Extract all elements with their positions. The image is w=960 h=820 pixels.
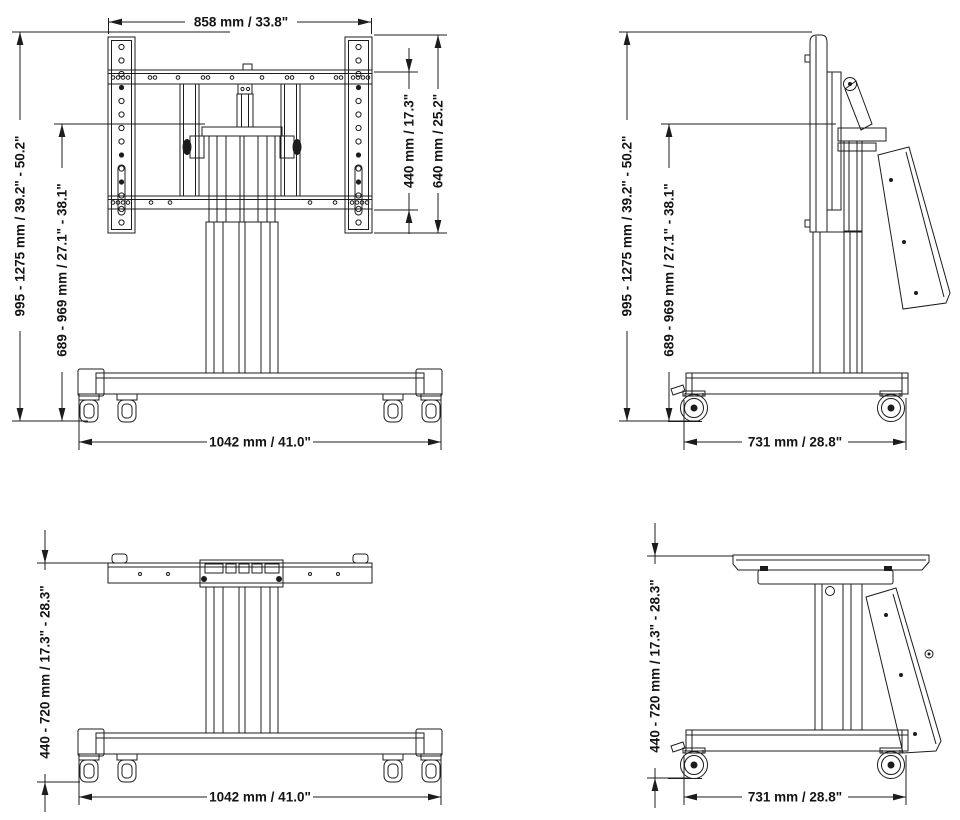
dim-label-base-depth: 731 mm / 28.8" [747,789,843,805]
counterweight-box-lowered [866,588,941,753]
lift-column-side [813,141,862,373]
lift-column [183,127,302,373]
tabletop-side [733,555,929,584]
base-side-raised [671,373,908,422]
view-side-lowered [647,523,941,808]
base-side-lowered [671,730,908,779]
dim-label-bracket-inner: 440 mm / 17.3" [401,93,417,189]
dimensions-front-raised [12,15,447,451]
dimensions-side-raised [619,32,906,450]
dim-label-height-range: 440 - 720 mm / 17.3" - 28.3" [647,579,663,753]
display-panel-side [805,35,841,232]
dim-label-base-width: 1042 mm / 41.0" [209,789,311,805]
lift-column-side-lowered [815,584,862,730]
dim-label-base-width: 1042 mm / 41.0" [209,434,311,450]
view-front-lowered [37,530,442,812]
dim-label-overall-height: 995 - 1275 mm / 39.2" - 50.2" [12,135,28,317]
tilt-mechanism [838,78,886,152]
side-knob-right [293,139,302,155]
tabletop-front [108,554,372,587]
dim-label-base-depth: 731 mm / 28.8" [747,434,843,450]
dim-label-top-width: 858 mm / 33.8" [193,14,289,30]
dim-label-column-height: 689 - 969 mm / 27.1" - 38.1" [54,183,70,357]
dim-label-height-range: 440 - 720 mm / 17.3" - 28.3" [37,585,53,759]
lift-column-lowered [206,587,278,733]
dim-label-bracket-outer: 640 mm / 25.2" [430,93,446,189]
side-knob-left [183,139,192,155]
base-front-lowered [78,729,442,782]
view-front-raised [12,15,447,451]
view-side-raised [619,32,950,450]
dimensions-side-lowered [647,523,906,808]
counterweight-box [878,147,950,309]
dim-label-overall-height: 995 - 1275 mm / 39.2" - 50.2" [619,135,635,317]
crossbar-holes [111,76,370,80]
base-front-raised [78,369,442,422]
dim-label-column-height: 689 - 969 mm / 27.1" - 38.1" [661,183,677,357]
